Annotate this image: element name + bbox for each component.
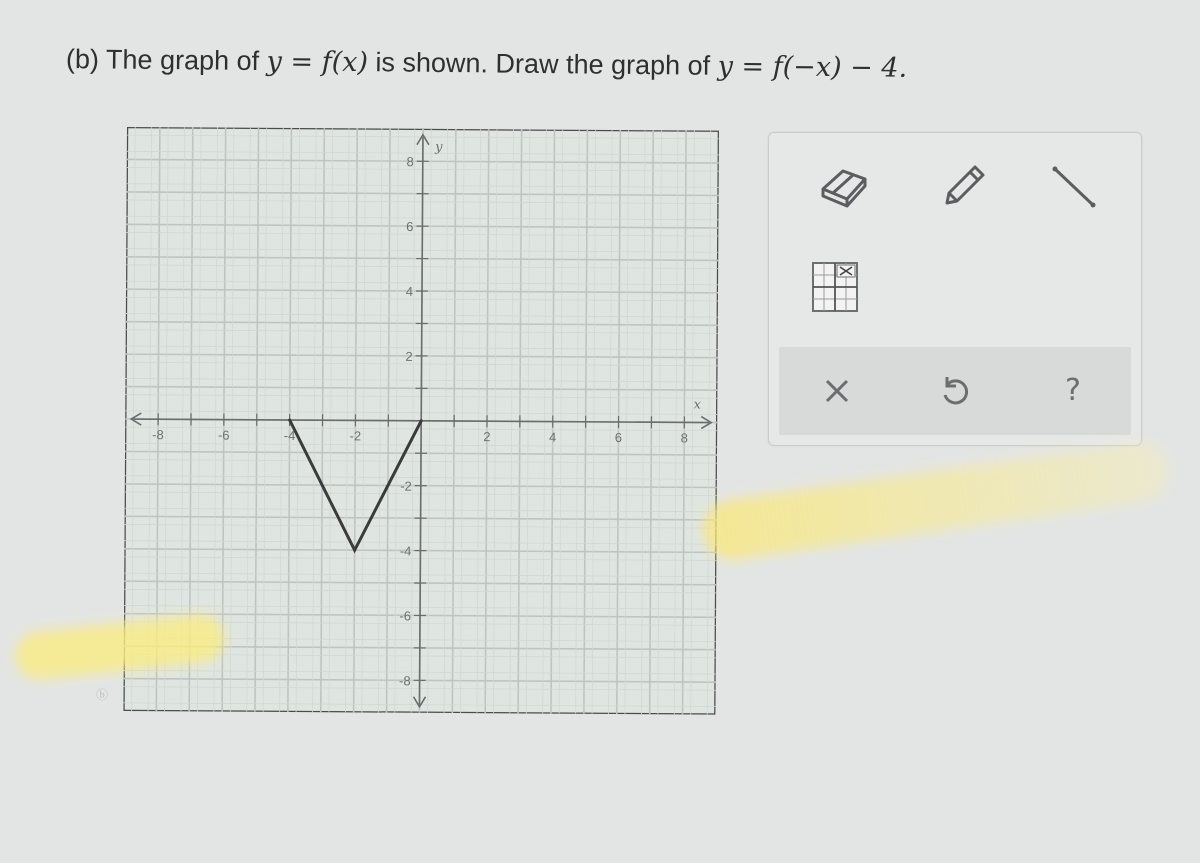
x-tick-label: 8	[680, 430, 688, 446]
drawing-toolbox	[768, 132, 1142, 446]
help-button[interactable]	[1053, 371, 1093, 411]
f-graph-vertex	[420, 419, 423, 422]
y-tick-label: -6	[399, 608, 412, 624]
coordinate-plane[interactable]	[123, 127, 719, 715]
y-axis-label: y	[435, 139, 443, 155]
undo-icon[interactable]	[935, 371, 975, 411]
f-graph-vertex	[353, 549, 356, 552]
prompt-text-before: The graph of	[105, 44, 260, 77]
given-function: y = f(x)	[266, 46, 369, 79]
graph-canvas[interactable]	[123, 127, 719, 715]
light-glare	[698, 438, 1172, 563]
graph-paper-icon[interactable]	[809, 259, 863, 317]
y-tick-label: 6	[406, 219, 414, 235]
target-function: y = f(−x) − 4.	[717, 50, 908, 84]
x-tick-label: 4	[549, 429, 557, 445]
prompt-text-middle: is shown. Draw the graph of	[375, 47, 711, 81]
x-tick-label: 6	[614, 429, 623, 446]
eraser-icon[interactable]	[817, 163, 871, 209]
question-prompt	[66, 44, 907, 84]
line-segment-icon[interactable]	[1049, 163, 1101, 213]
y-tick-label: 8	[406, 154, 414, 170]
page-mark: ⓑ	[96, 688, 109, 702]
y-tick-label: 2	[405, 348, 413, 364]
question-part-label: (b)	[65, 44, 100, 75]
y-tick-label: -2	[400, 478, 412, 494]
f-graph-vertex	[288, 418, 291, 421]
y-tick-label: -4	[399, 543, 412, 559]
x-tick-label: 2	[483, 429, 491, 445]
y-tick-label: -8	[399, 673, 411, 689]
graph-action-bar	[779, 347, 1131, 435]
x-axis-label: x	[693, 397, 702, 413]
y-tick-label: 4	[405, 283, 414, 299]
pencil-icon[interactable]	[939, 161, 989, 211]
x-tick-label: -6	[217, 427, 230, 443]
help-icon: ?	[1065, 373, 1081, 408]
x-tick-label: -2	[349, 428, 362, 444]
x-tick-label: -8	[152, 427, 164, 443]
x-clear-icon[interactable]	[817, 371, 857, 411]
x-tick-label: -4	[283, 427, 296, 444]
